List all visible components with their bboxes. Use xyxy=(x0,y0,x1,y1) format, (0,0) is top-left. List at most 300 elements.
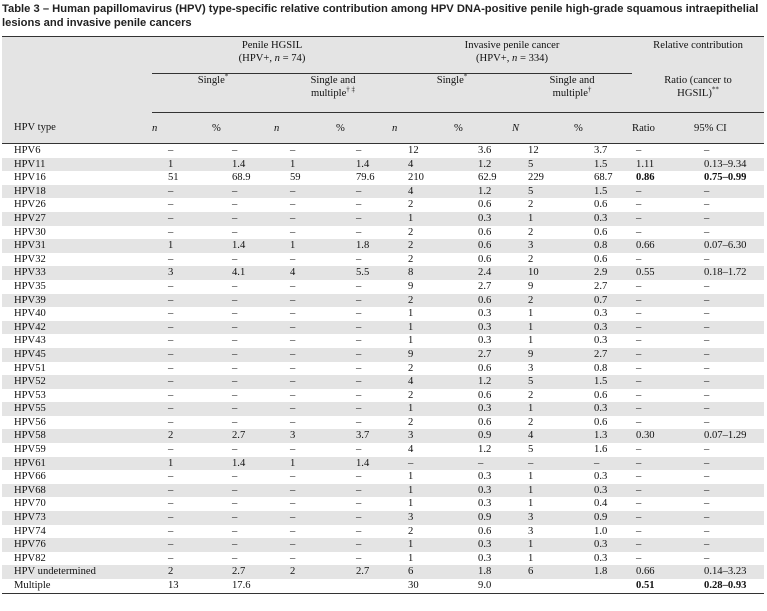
cell-ratio: – xyxy=(636,376,642,388)
header-col-pct: % xyxy=(336,122,345,134)
cell-cs-p: 0.3 xyxy=(594,321,608,333)
cell-hs-n: 4 xyxy=(290,267,296,279)
cell-hs-n: – xyxy=(290,212,296,224)
cell-ratio: – xyxy=(636,525,642,537)
cell-hs-p: – xyxy=(356,389,362,401)
cell-c-n: 2 xyxy=(408,416,414,428)
cell-c-p: 0.9 xyxy=(478,430,492,442)
cell-ci: – xyxy=(704,376,710,388)
cell-h-n: – xyxy=(168,226,174,238)
cell-hs-n: 1 xyxy=(290,158,296,170)
cell-c-n: 12 xyxy=(408,145,419,156)
header-ratio-text xyxy=(632,74,764,100)
cell-c-p: 9.0 xyxy=(478,580,492,591)
cell-cs-p: 0.3 xyxy=(594,308,608,320)
cell-cs-p: 68.7 xyxy=(594,172,613,184)
cell-cs-n: 1 xyxy=(528,321,534,333)
cell-hs-n: – xyxy=(290,226,296,238)
cell-hs-n: – xyxy=(290,321,296,333)
cell-c-n: 210 xyxy=(408,172,424,184)
cell-c-p: 0.6 xyxy=(478,199,492,211)
cell-h-n: – xyxy=(168,376,174,388)
cell-cs-p: 0.3 xyxy=(594,484,608,496)
cell-hs-n: 2 xyxy=(290,566,296,578)
cell-hs-p: – xyxy=(356,226,362,238)
cell-cs-n: 2 xyxy=(528,199,534,211)
cell-c-n: 1 xyxy=(408,212,414,224)
row-hpv-type: HPV32 xyxy=(14,253,46,265)
cell-hs-p: – xyxy=(356,145,362,156)
cell-ratio: – xyxy=(636,280,642,292)
cell-ci: – xyxy=(704,484,710,496)
row-hpv-type: HPV76 xyxy=(14,539,46,551)
cell-h-n: – xyxy=(168,253,174,265)
cell-ratio: 0.30 xyxy=(636,430,655,442)
cell-hs-p xyxy=(336,579,392,593)
cell-hs-p: – xyxy=(356,512,362,524)
cell-h-p: 1.4 xyxy=(232,240,246,252)
cell-cs-n: 1 xyxy=(528,335,534,347)
cell-c-p: 2.7 xyxy=(478,280,492,292)
cell-h-p: – xyxy=(232,185,238,197)
cell-cs-n: 1 xyxy=(528,498,534,510)
cell-c-n: 9 xyxy=(408,348,414,360)
cell-c-n: 8 xyxy=(408,267,414,279)
cell-h-n: – xyxy=(168,389,174,401)
table-caption: Table 3 – Human papillomavirus (HPV) type-specific relative contribution among HPV DNA-positive penile high-grade squamous intraepithelial lesions and invasive penile cancers xyxy=(2,3,759,29)
cell-c-p: 2.4 xyxy=(478,267,492,279)
row-hpv-type: HPV59 xyxy=(14,444,46,456)
cell-hs-n: – xyxy=(290,145,296,156)
table-row xyxy=(2,239,764,253)
header-penile-hgsil xyxy=(152,37,392,74)
row-hpv-type: HPV6 xyxy=(14,145,41,156)
table-row xyxy=(2,198,764,212)
cell-c-p: 0.3 xyxy=(478,308,492,320)
cell-hs-n: – xyxy=(290,539,296,551)
cell-ratio: 0.55 xyxy=(636,267,655,279)
header-invasive-cancer-n: (HPV+, n = 334) xyxy=(476,53,549,64)
cell-ci: – xyxy=(704,444,710,456)
header-row-columns xyxy=(2,113,764,144)
cell-hs-p: – xyxy=(356,484,362,496)
cell-ci: – xyxy=(704,471,710,483)
cell-ci: – xyxy=(704,512,710,524)
cell-ci: – xyxy=(704,362,710,374)
header-penile-hgsil-n: (HPV+, n = 74) xyxy=(238,53,306,64)
cell-h-n: – xyxy=(168,321,174,333)
header-hgsil-single xyxy=(152,74,274,113)
header-hgsil-single-label: Single xyxy=(197,75,225,86)
row-hpv-type: HPV26 xyxy=(14,199,46,211)
row-hpv-type: HPV74 xyxy=(14,525,46,537)
cell-cs-p: 1.3 xyxy=(594,430,608,442)
cell-h-p: – xyxy=(232,444,238,456)
cell-h-p: – xyxy=(232,512,238,524)
header-ratio-label: Ratio (cancer to HGSIL) xyxy=(664,74,732,99)
cell-h-n: – xyxy=(168,199,174,211)
cell-c-p: 1.8 xyxy=(478,566,492,578)
header-cancer-sm-line1: Single and xyxy=(549,75,595,86)
header-row-sub xyxy=(2,74,764,113)
row-hpv-type: HPV40 xyxy=(14,308,46,320)
row-hpv-type: HPV56 xyxy=(14,416,46,428)
table-row xyxy=(2,552,764,566)
cell-cs-n: 9 xyxy=(528,280,534,292)
cell-hs-n: 59 xyxy=(290,172,301,184)
header-col-pct: % xyxy=(454,122,463,134)
cell-cs-n: 6 xyxy=(528,566,534,578)
table-row xyxy=(2,497,764,511)
cell-cs-n: 5 xyxy=(528,444,534,456)
cell-cs-p xyxy=(574,579,632,593)
header-col-ci: 95% CI xyxy=(694,122,727,134)
cell-h-n: 3 xyxy=(168,267,174,279)
cell-h-n: – xyxy=(168,444,174,456)
cell-hs-p: – xyxy=(356,253,362,265)
cell-ci: 0.07–1.29 xyxy=(704,430,747,442)
cell-c-p: 0.6 xyxy=(478,226,492,238)
cell-h-p: – xyxy=(232,416,238,428)
header-cancer-sm-line2 xyxy=(512,87,632,100)
cell-hs-p: – xyxy=(356,539,362,551)
cell-h-p: – xyxy=(232,253,238,265)
table-row xyxy=(2,402,764,416)
cell-c-n: 1 xyxy=(408,484,414,496)
cell-h-n: 51 xyxy=(168,172,179,184)
cell-ratio: – xyxy=(636,539,642,551)
table-row xyxy=(2,212,764,226)
cell-c-n: 1 xyxy=(408,539,414,551)
cell-cs-n: 9 xyxy=(528,348,534,360)
cell-cs-p: 0.4 xyxy=(594,498,608,510)
table-row xyxy=(2,511,764,525)
cell-cs-p: 1.8 xyxy=(594,566,608,578)
cell-cs-p: 0.6 xyxy=(594,416,608,428)
cell-hs-n: – xyxy=(290,335,296,347)
cell-c-p: 0.6 xyxy=(478,416,492,428)
cell-c-p: 0.6 xyxy=(478,389,492,401)
cell-h-n: – xyxy=(168,484,174,496)
cell-h-p: – xyxy=(232,212,238,224)
cell-c-n: 2 xyxy=(408,362,414,374)
table-row xyxy=(2,416,764,430)
cell-hs-p: – xyxy=(356,444,362,456)
cell-hs-p: – xyxy=(356,294,362,306)
cell-ratio: 0.86 xyxy=(636,172,655,184)
cell-hs-n: – xyxy=(290,484,296,496)
cell-hs-p: 1.8 xyxy=(356,240,370,252)
cell-hs-p: – xyxy=(356,212,362,224)
cell-c-p: 0.3 xyxy=(478,498,492,510)
cell-hs-n: – xyxy=(290,280,296,292)
cell-c-n: 4 xyxy=(408,158,414,170)
cell-ci: 0.28–0.93 xyxy=(704,580,747,591)
row-hpv-type: HPV73 xyxy=(14,512,46,524)
table-row xyxy=(2,144,764,158)
cell-hs-n: – xyxy=(290,525,296,537)
footnote-mark: * xyxy=(463,72,468,81)
cell-ratio: – xyxy=(636,294,642,306)
cell-c-p: 0.3 xyxy=(478,539,492,551)
cell-ratio: – xyxy=(636,389,642,401)
cell-cs-p: 0.7 xyxy=(594,294,608,306)
cell-cs-n: 3 xyxy=(528,240,534,252)
cell-hs-n: – xyxy=(290,389,296,401)
header-hpv-type: HPV type xyxy=(14,122,56,134)
cell-h-n: – xyxy=(168,416,174,428)
cell-ci: – xyxy=(704,199,710,211)
cell-hs-p: – xyxy=(356,416,362,428)
header-col-ratio: Ratio xyxy=(632,122,655,134)
cell-hs-p: – xyxy=(356,525,362,537)
cell-ratio: 0.66 xyxy=(636,240,655,252)
cell-cs-n: 2 xyxy=(528,416,534,428)
cell-h-n: – xyxy=(168,362,174,374)
cell-ci: – xyxy=(704,294,710,306)
cell-c-n: 3 xyxy=(408,430,414,442)
cell-hs-n: 3 xyxy=(290,430,296,442)
cell-c-n: 1 xyxy=(408,321,414,333)
row-hpv-type: HPV70 xyxy=(14,498,46,510)
cell-h-n: – xyxy=(168,552,174,564)
header-hgsil-sm-line1: Single and xyxy=(310,75,356,86)
cell-ci: – xyxy=(704,498,710,510)
cell-c-p: 0.6 xyxy=(478,253,492,265)
row-hpv-type: HPV52 xyxy=(14,376,46,388)
header-empty xyxy=(2,37,152,74)
cell-hs-n: 1 xyxy=(290,457,296,469)
table-row xyxy=(2,389,764,403)
cell-c-n: 4 xyxy=(408,376,414,388)
header-col-N xyxy=(512,113,574,144)
header-penile-hgsil-title: Penile HGSIL xyxy=(241,40,303,51)
table-body xyxy=(2,144,764,594)
header-n-label: n xyxy=(274,122,280,134)
cell-hs-n: – xyxy=(290,362,296,374)
cell-hs-p: – xyxy=(356,335,362,347)
cell-ci: – xyxy=(704,308,710,320)
row-hpv-type: HPV43 xyxy=(14,335,46,347)
cell-ratio: – xyxy=(636,512,642,524)
table-row xyxy=(2,443,764,457)
cell-c-p: 2.7 xyxy=(478,348,492,360)
cell-ci: – xyxy=(704,552,710,564)
cell-ratio: – xyxy=(636,471,642,483)
cell-hs-n: – xyxy=(290,552,296,564)
cell-c-n: 30 xyxy=(408,580,419,591)
cell-hs-p: – xyxy=(356,552,362,564)
cell-cs-n: 3 xyxy=(528,512,534,524)
cell-cs-p: 0.8 xyxy=(594,240,608,252)
cell-hs-p: – xyxy=(356,403,362,415)
footnote-mark: ** xyxy=(711,84,719,93)
row-hpv-type: HPV30 xyxy=(14,226,46,238)
cell-cs-n xyxy=(512,579,574,593)
table-row xyxy=(2,579,764,593)
cell-cs-p: 1.5 xyxy=(594,376,608,388)
cell-c-n: 1 xyxy=(408,335,414,347)
cell-c-n: 2 xyxy=(408,226,414,238)
cell-cs-n: 1 xyxy=(528,212,534,224)
cell-cs-n: 2 xyxy=(528,253,534,265)
cell-ratio: – xyxy=(636,457,642,469)
cell-ratio: – xyxy=(636,253,642,265)
cell-c-n: 1 xyxy=(408,403,414,415)
cell-h-p: – xyxy=(232,280,238,292)
cell-cs-n: 1 xyxy=(528,552,534,564)
cell-cs-n: 4 xyxy=(528,430,534,442)
cell-c-p: 0.3 xyxy=(478,403,492,415)
row-hpv-type: HPV51 xyxy=(14,362,46,374)
footnote-mark: † xyxy=(587,85,592,94)
cell-h-p: – xyxy=(232,226,238,238)
cell-c-p: – xyxy=(478,457,484,469)
table-row xyxy=(2,171,764,185)
cell-h-p: – xyxy=(232,552,238,564)
cell-hs-p: – xyxy=(356,471,362,483)
table-row xyxy=(2,158,764,172)
cell-c-n: 2 xyxy=(408,199,414,211)
cell-h-n: 13 xyxy=(168,580,179,591)
cell-ci: 0.14–3.23 xyxy=(704,566,747,578)
cell-cs-p: 2.7 xyxy=(594,348,608,360)
cell-hs-n: – xyxy=(290,253,296,265)
cell-h-p: – xyxy=(232,484,238,496)
row-hpv-type: HPV68 xyxy=(14,484,46,496)
cell-h-p: – xyxy=(232,525,238,537)
cell-hs-n: – xyxy=(290,416,296,428)
header-col-pct: % xyxy=(212,122,221,134)
table-row xyxy=(2,457,764,471)
table-row xyxy=(2,266,764,280)
header-col-n xyxy=(274,113,336,144)
cell-c-n: 2 xyxy=(408,253,414,265)
cell-cs-n: 229 xyxy=(528,172,544,184)
row-hpv-type: HPV35 xyxy=(14,280,46,292)
cell-cs-n: 5 xyxy=(528,158,534,170)
row-hpv-type: HPV66 xyxy=(14,471,46,483)
cell-h-p: – xyxy=(232,362,238,374)
row-hpv-type: HPV undetermined xyxy=(14,566,96,578)
cell-h-n: – xyxy=(168,308,174,320)
cell-h-n: – xyxy=(168,525,174,537)
header-cancer-single-label: Single xyxy=(436,75,464,86)
cell-h-n: – xyxy=(168,498,174,510)
cell-c-p: 0.3 xyxy=(478,484,492,496)
cell-c-n: 1 xyxy=(408,498,414,510)
cell-h-p: – xyxy=(232,335,238,347)
cell-h-n: – xyxy=(168,280,174,292)
cell-hs-p: 3.7 xyxy=(356,430,370,442)
header-n-label: n xyxy=(392,122,398,134)
cell-cs-n: 2 xyxy=(528,389,534,401)
cell-h-p: – xyxy=(232,403,238,415)
cell-ratio: – xyxy=(636,335,642,347)
hpv-table xyxy=(2,36,764,594)
cell-ci: – xyxy=(704,253,710,265)
cell-h-n: – xyxy=(168,335,174,347)
cell-hs-p: – xyxy=(356,498,362,510)
cell-h-n: 1 xyxy=(168,158,174,170)
cell-ratio: – xyxy=(636,348,642,360)
row-hpv-type: HPV58 xyxy=(14,430,46,442)
cell-hs-n: – xyxy=(290,403,296,415)
cell-cs-p: 1.6 xyxy=(594,444,608,456)
cell-ci: – xyxy=(704,457,710,469)
cell-c-p: 1.2 xyxy=(478,158,492,170)
cell-cs-n: 3 xyxy=(528,525,534,537)
cell-c-n: 4 xyxy=(408,185,414,197)
cell-h-p: 68.9 xyxy=(232,172,251,184)
cell-cs-n: 1 xyxy=(528,308,534,320)
cell-c-n: 2 xyxy=(408,240,414,252)
row-hpv-type: HPV45 xyxy=(14,348,46,360)
cell-h-p: – xyxy=(232,348,238,360)
row-hpv-type: HPV33 xyxy=(14,267,46,279)
cell-hs-n xyxy=(274,579,336,593)
cell-hs-p: – xyxy=(356,199,362,211)
cell-cs-n: 1 xyxy=(528,403,534,415)
cell-hs-p: – xyxy=(356,321,362,333)
cell-cs-p: 0.3 xyxy=(594,539,608,551)
cell-h-p: 1.4 xyxy=(232,457,246,469)
cell-hs-p: 79.6 xyxy=(356,172,375,184)
cell-hs-p: – xyxy=(356,362,362,374)
cell-h-p: 4.1 xyxy=(232,267,246,279)
cell-ratio: – xyxy=(636,321,642,333)
cell-h-n: – xyxy=(168,185,174,197)
cell-h-p: 2.7 xyxy=(232,430,246,442)
cell-cs-n: 12 xyxy=(528,145,539,156)
table-row xyxy=(2,375,764,389)
cell-h-p: – xyxy=(232,376,238,388)
table-row xyxy=(2,348,764,362)
row-hpv-type: HPV39 xyxy=(14,294,46,306)
cell-h-n: – xyxy=(168,348,174,360)
cell-c-n: 9 xyxy=(408,280,414,292)
cell-h-p: – xyxy=(232,389,238,401)
cell-ci: – xyxy=(704,348,710,360)
cell-ratio: – xyxy=(636,199,642,211)
cell-h-p: – xyxy=(232,308,238,320)
row-hpv-type: HPV27 xyxy=(14,212,46,224)
cell-cs-p: 1.5 xyxy=(594,185,608,197)
cell-cs-n: 2 xyxy=(528,226,534,238)
cell-hs-p: 1.4 xyxy=(356,158,370,170)
footnote-mark: * xyxy=(224,72,229,81)
cell-cs-p: 0.3 xyxy=(594,403,608,415)
table-row xyxy=(2,484,764,498)
cell-c-p: 0.3 xyxy=(478,321,492,333)
cell-ratio: – xyxy=(636,226,642,238)
header-hgsil-single-multiple xyxy=(274,74,392,113)
cell-c-p: 0.6 xyxy=(478,362,492,374)
cell-c-n: 1 xyxy=(408,471,414,483)
cell-c-n: – xyxy=(408,457,414,469)
table-row xyxy=(2,307,764,321)
cell-ratio: – xyxy=(636,212,642,224)
cell-hs-p: – xyxy=(356,308,362,320)
cell-ratio: – xyxy=(636,498,642,510)
cell-h-p: – xyxy=(232,145,238,156)
footnote-mark: † ‡ xyxy=(346,85,356,94)
cell-c-p: 1.2 xyxy=(478,444,492,456)
cell-cs-n: 1 xyxy=(528,484,534,496)
cell-cs-p: 0.6 xyxy=(594,199,608,211)
cell-cs-p: 2.7 xyxy=(594,280,608,292)
cell-c-p: 0.3 xyxy=(478,335,492,347)
